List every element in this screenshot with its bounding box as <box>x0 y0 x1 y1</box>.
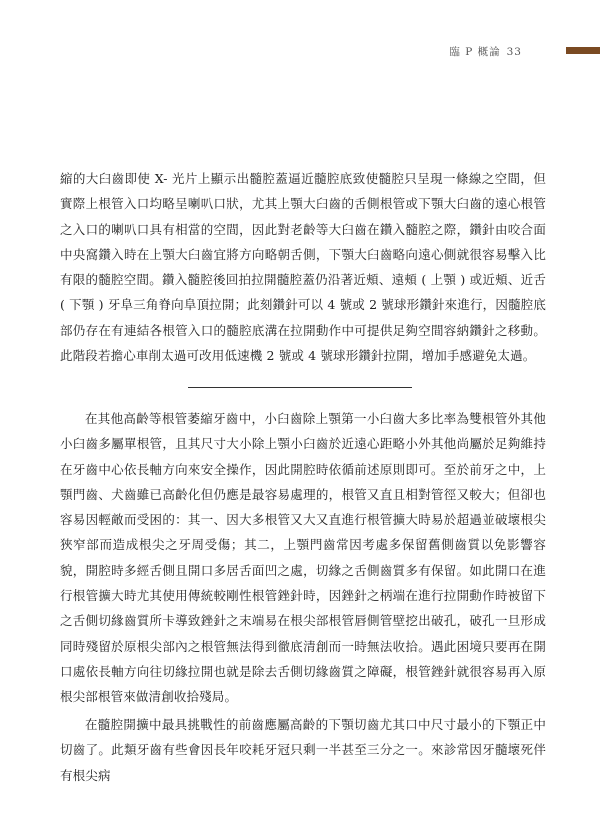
body-section-1 <box>60 166 546 368</box>
paragraph-3: 在髓腔開擴中最具挑戰性的前齒應屬高齡的下顎切齒尤其口中尺寸最小的下顎正中切齒了。此類牙齒有些會因長年咬耗牙冠只剩一半甚至三分之一。來診常因牙髓壞死伴有根尖病 <box>60 717 546 783</box>
header-accent-bar <box>566 47 600 54</box>
paragraph-2: 在其他高齡等根管萎縮牙齒中，小臼齒除上顎第一小臼齒大多比率為雙根管外其他小臼齒多屬單根管，且其尺寸大小除上顎小臼齒於近遠心距略小外其他尚屬於足夠維持在牙齒中心依長軸方向來安全操作，因此開腔時依循前述原則即可。至於前牙之中，上顎門齒、犬齒雖已高齡化但仍應是最容易處理的，根管又直且相對管徑又較大；但卻也容易因輕敵而受困的：其一、因大多根管又大又直進行根管擴大時易於超過並破壞根尖狹窄部而造成根尖之牙周受傷；其二，上顎門齒常因考處多保留舊側齒質以免影響容貌，開腔時多經舌側且開口多居舌面凹之處，切緣之舌側齒質多有保留。如此開口在進行根管擴大時尤其使用傳統較剛性根管銼針時，因銼針之柄端在進行拉開動作時被留下之舌側切緣齒質所卡導致銼針之末端易在根尖部根管唇側管壁挖出破孔，破孔一旦形成同時殘留於原根尖部內之根管無法得到徹底清創而一時無法收拾。遇此困境只要再在開口處依長軸方向往切緣拉開也就是除去舌側切緣齒質之障礙，根管銼針就很容易再入原根尖部根管來做清創收拾殘局。 <box>60 411 546 705</box>
paragraph-1: 縮的大臼齒即使 X- 光片上顯示出髓腔蓋逼近髓腔底致使髓腔只呈現一條線之空間，但實際上根管入口均略呈喇叭口狀，尤其上顎大臼齒的舌側根管或下顎大臼齒的遠心根管之入口的喇叭口具有相當的空間，因此對老齡等大臼齒在鑽入髓腔之際，鑽針由咬合面中央窩鑽入時在上顎大臼齒宜將方向略朝舌側，下顎大臼齒略向遠心側就很容易擊入比有限的髓腔空間。鑽入髓腔後回拍拉開髓腔蓋仍沿著近頰、遠頰 ( 上顎 ) 或近頰、近舌 ( 下顎 ) 牙阜三角脊向阜頂拉開；此刻鑽針可以 4 號或 2 號球形鑽針來進行，因髓腔底部仍存在有連結各根管入口的髓腔底溝在拉開動作中可提供足夠空間容納鑽針之移動。此階段若擔心車削太過可改用低速機 2 號或 4 號球形鑽針拉開，增加手感避免太過。 <box>60 171 546 364</box>
running-head <box>449 44 522 59</box>
body-section-3 <box>60 712 546 788</box>
running-header <box>0 44 600 60</box>
running-title: 臨 P 概論 <box>449 46 501 58</box>
page-number: 33 <box>506 46 522 58</box>
body-section-2 <box>60 406 546 710</box>
section-divider <box>188 387 412 388</box>
